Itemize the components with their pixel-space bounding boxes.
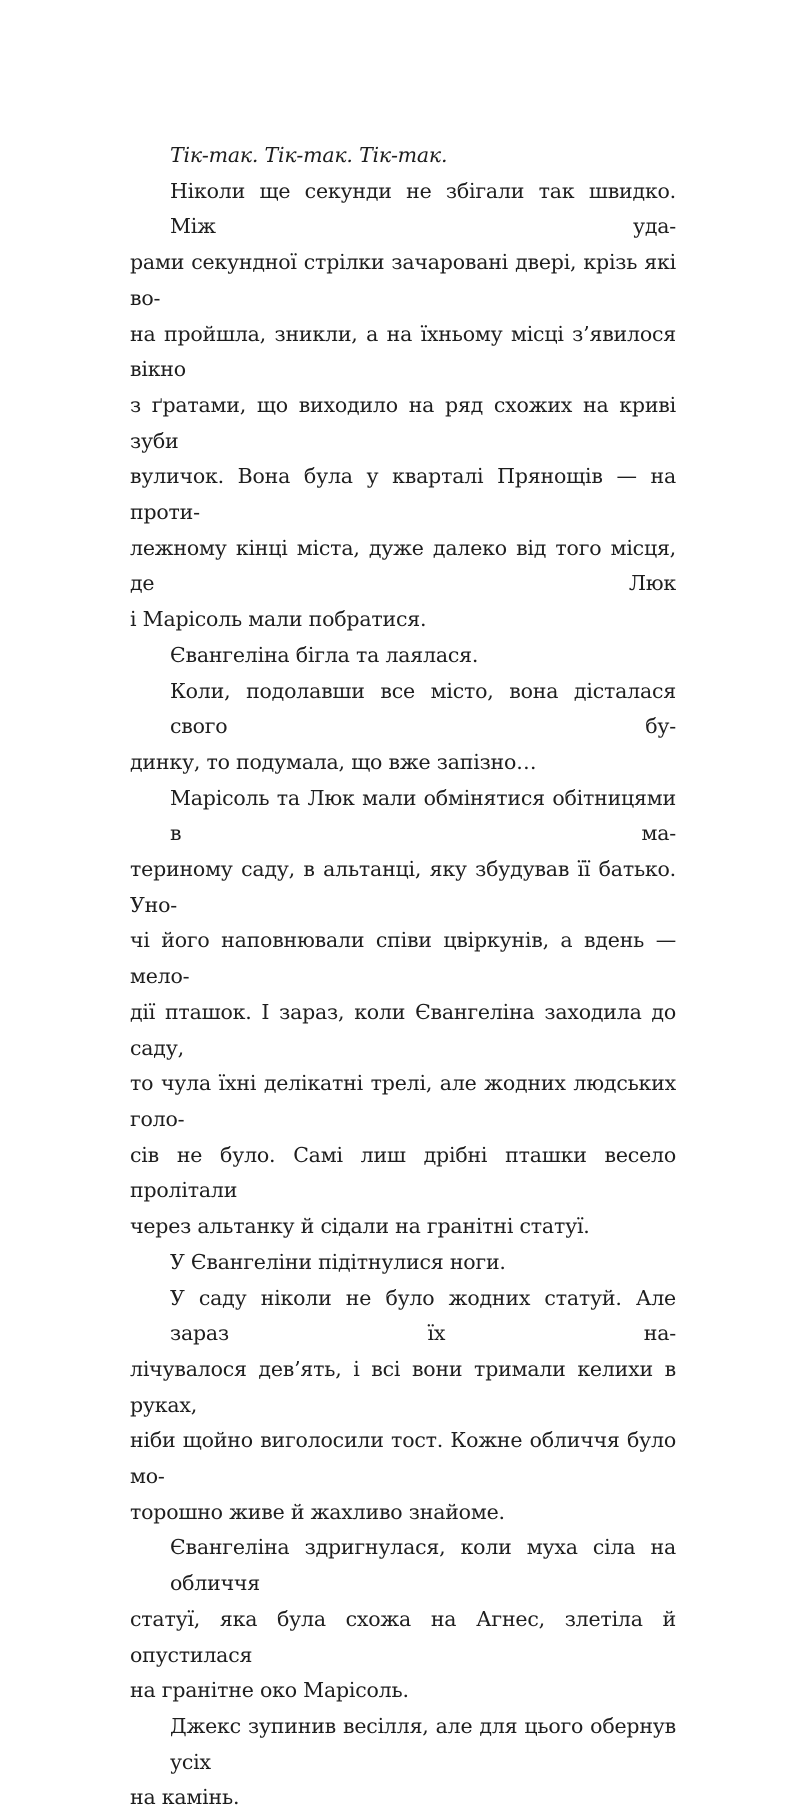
text-line: Джекс зупинив весілля, але для цього обернув усіх bbox=[170, 1713, 676, 1774]
text-line: Коли, подолавши все місто, вона дісталася свого бу- bbox=[170, 678, 676, 739]
text-line: ніби щойно виголосили тост. Кожне обличчя було мо- bbox=[130, 1428, 676, 1489]
text-line: чі його наповнювали співи цвіркунів, а вдень — мело- bbox=[130, 928, 676, 989]
text-line: Євангеліна бігла та лаялася. bbox=[170, 642, 479, 667]
paragraph bbox=[130, 1709, 676, 1816]
text-line: на камінь. bbox=[130, 1785, 240, 1810]
text-line: то чула їхні делікатні трелі, але жодних людських голо- bbox=[130, 1071, 676, 1131]
text-line: рами секундної стрілки зачаровані двері, крізь які во- bbox=[130, 250, 676, 310]
text-line: і Марісоль мали побратися. bbox=[130, 607, 427, 632]
text-line: з ґратами, що виходило на ряд схожих на криві зуби bbox=[130, 392, 676, 453]
paragraph bbox=[130, 1245, 676, 1281]
text-line: торошно живе й жахливо знайоме. bbox=[130, 1499, 505, 1524]
text-line: У саду ніколи не було жодних статуй. Але зараз їх на- bbox=[170, 1285, 676, 1346]
text-line: на пройшла, зникли, а на їхньому місці з’явилося вікно bbox=[130, 321, 676, 382]
text-line: статуї, яка була схожа на Агнес, злетіла й опустилася bbox=[130, 1606, 676, 1667]
paragraph bbox=[130, 138, 676, 174]
paragraph bbox=[130, 781, 676, 1245]
text-line: динку, то подумала, що вже запізно… bbox=[130, 749, 537, 774]
paragraph bbox=[130, 174, 676, 638]
text-line: Ніколи ще секунди не збігали так швидко. Між уда- bbox=[170, 178, 676, 239]
text-line: У Євангеліни підітнулися ноги. bbox=[170, 1249, 506, 1274]
text-line: лічувалося дев’ять, і всі вони тримали келихи в руках, bbox=[130, 1356, 676, 1417]
text-line: на гранітне око Марісоль. bbox=[130, 1678, 409, 1703]
text-line: сів не було. Самі лиш дрібні пташки весело пролітали bbox=[130, 1142, 676, 1203]
paragraph bbox=[130, 1281, 676, 1531]
text-line: дії пташок. І зараз, коли Євангеліна заходила до саду, bbox=[130, 999, 676, 1060]
text-line: Євангеліна здригнулася, коли муха сіла на обличчя bbox=[170, 1535, 676, 1596]
paragraph bbox=[130, 674, 676, 781]
text-line: териному саду, в альтанці, яку збудував її батько. Уно- bbox=[130, 857, 676, 917]
text-line: через альтанку й сідали на гранітні статуї. bbox=[130, 1214, 590, 1239]
body-text bbox=[130, 138, 676, 1816]
paragraph bbox=[130, 638, 676, 674]
text-line: лежному кінці міста, дуже далеко від того місця, де Люк bbox=[130, 535, 676, 596]
text-line: Тік-так. Тік-так. Тік-так. bbox=[170, 143, 448, 167]
text-line: вуличок. Вона була у кварталі Прянощів — на проти- bbox=[130, 464, 676, 525]
text-line: Марісоль та Люк мали обмінятися обітницями в ма- bbox=[170, 785, 676, 846]
paragraph bbox=[130, 1530, 676, 1709]
